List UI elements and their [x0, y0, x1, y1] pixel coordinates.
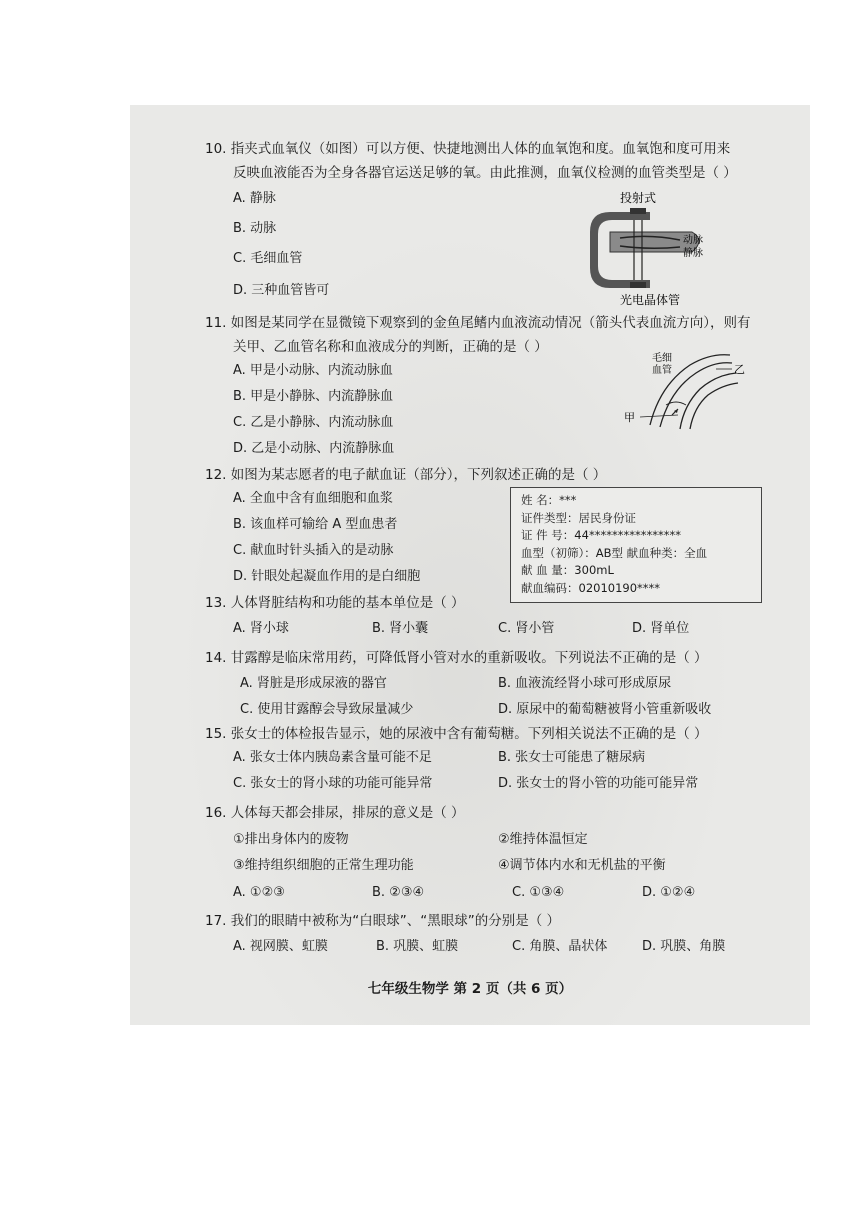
q10-option-b: B. 动脉	[233, 221, 277, 236]
q16-option-b: B. ②③④	[372, 885, 425, 900]
card-name: 姓 名：***	[521, 493, 577, 507]
q11-option-c: C. 乙是小静脉、内流动脉血	[233, 415, 394, 430]
q11-stem-line2: 关甲、乙血管名称和血液成分的判断，正确的是（ ）	[233, 339, 548, 355]
capillary-label-1: 毛细	[652, 353, 672, 364]
fish-fin-figure	[620, 345, 750, 435]
card-code: 献血编码：02010190****	[521, 580, 661, 595]
q17-stem: 17. 我们的眼睛中被称为“白眼球”、“黑眼球”的分别是（ ）	[205, 913, 561, 929]
q16-option-d: D. ①②④	[642, 885, 696, 900]
q13-option-d: D. 肾单位	[632, 621, 690, 636]
q16-item-3: ③维持组织细胞的正常生理功能	[233, 858, 414, 873]
emitter	[630, 208, 646, 214]
q11-option-d: D. 乙是小动脉、内流静脉血	[233, 441, 395, 456]
q12-option-a: A. 全血中含有血细胞和血浆	[233, 491, 393, 506]
sensor	[630, 282, 646, 288]
q17-option-c: C. 角膜、晶状体	[512, 939, 608, 954]
q11-option-b: B. 甲是小静脉、内流静脉血	[233, 389, 394, 404]
oximeter-bottom-label: 光电晶体管	[620, 293, 681, 307]
q15-option-a: A. 张女士体内胰岛素含量可能不足	[233, 750, 432, 765]
q13-option-a: A. 肾小球	[233, 621, 289, 636]
q12-option-d: D. 针眼处起凝血作用的是白细胞	[233, 569, 421, 584]
q15-option-d: D. 张女士的肾小管的功能可能异常	[498, 776, 699, 791]
q16-option-a: A. ①②③	[233, 885, 285, 900]
q16-item-4: ④调节体内水和无机盐的平衡	[498, 858, 666, 873]
card-volume: 献 血 量：300mL	[521, 563, 614, 577]
q11-stem-line1: 11. 如图是某同学在显微镜下观察到的金鱼尾鳍内血液流动情况（箭头代表血流方向），则有	[205, 315, 751, 331]
q10-option-a: A. 静脉	[233, 191, 276, 206]
card-id-type: 证件类型：居民身份证	[521, 510, 636, 525]
page-footer: 七年级生物学 第 2 页（共 6 页）	[367, 981, 573, 997]
q15-option-c: C. 张女士的肾小球的功能可能异常	[233, 776, 433, 791]
q13-option-c: C. 肾小管	[498, 621, 555, 636]
q10-option-d: D. 三种血管皆可	[233, 283, 330, 298]
q14-option-a: A. 肾脏是形成尿液的器官	[240, 676, 387, 691]
q16-item-1: ①排出身体内的废物	[233, 832, 349, 847]
q14-option-c: C. 使用甘露醇会导致尿量减少	[240, 702, 414, 717]
capillary-label-2: 血管	[652, 365, 672, 376]
q15-stem: 15. 张女士的体检报告显示，她的尿液中含有葡萄糖。下列相关说法不正确的是（ ）	[205, 726, 708, 742]
label-jia: 甲	[624, 411, 635, 424]
label-yi: 乙	[734, 363, 745, 376]
q12-option-c: C. 献血时针头插入的是动脉	[233, 543, 394, 558]
q17-option-d: D. 巩膜、角膜	[642, 939, 726, 954]
q16-stem: 16. 人体每天都会排尿，排尿的意义是（ ）	[205, 805, 465, 821]
q13-stem: 13. 人体肾脏结构和功能的基本单位是（ ）	[205, 595, 465, 611]
q11-option-a: A. 甲是小动脉、内流动脉血	[233, 363, 393, 378]
q10-option-c: C. 毛细血管	[233, 251, 303, 266]
q15-option-b: B. 张女士可能患了糖尿病	[498, 750, 646, 765]
vein-label: 静脉	[683, 248, 703, 259]
q14-option-d: D. 原尿中的葡萄糖被肾小管重新吸收	[498, 702, 712, 717]
artery-label: 动脉	[683, 235, 703, 246]
q14-stem: 14. 甘露醇是临床常用药，可降低肾小管对水的重新吸收。下列说法不正确的是（ ）	[205, 650, 708, 666]
q12-option-b: B. 该血样可输给 A 型血患者	[233, 517, 398, 532]
q17-option-a: A. 视网膜、虹膜	[233, 939, 328, 954]
q14-option-b: B. 血液流经肾小球可形成原尿	[498, 676, 672, 691]
q10-stem-line2: 反映血液能否为全身各器官运送足够的氧。由此推测，血氧仪检测的血管类型是（ ）	[233, 165, 737, 181]
q16-item-2: ②维持体温恒定	[498, 832, 588, 847]
q10-stem-line1: 10. 指夹式血氧仪（如图）可以方便、快捷地测出人体的血氧饱和度。血氧饱和度可用来	[205, 141, 731, 157]
card-id-number: 证 件 号：44****************	[521, 528, 681, 542]
blood-donation-card	[510, 487, 762, 603]
q16-option-c: C. ①③④	[512, 885, 565, 900]
q17-option-b: B. 巩膜、虹膜	[376, 939, 459, 954]
oximeter-figure	[580, 190, 730, 310]
card-blood-type: 血型（初筛）：AB型 献血种类：全血	[521, 545, 708, 560]
q13-option-b: B. 肾小囊	[372, 621, 429, 636]
q12-stem: 12. 如图为某志愿者的电子献血证（部分），下列叙述正确的是（ ）	[205, 467, 607, 483]
oximeter-top-label: 投射式	[620, 191, 657, 205]
